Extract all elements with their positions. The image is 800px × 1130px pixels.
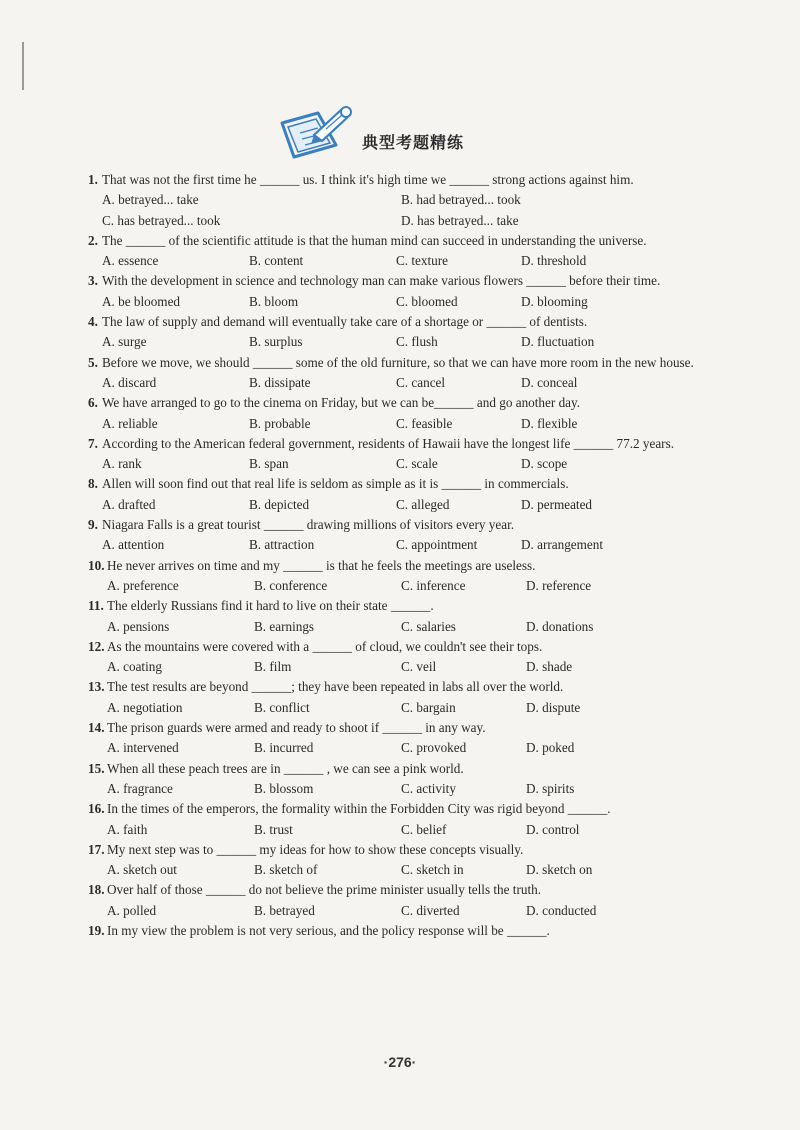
answer-option: C. veil xyxy=(401,659,437,675)
question-text: Before we move, we should ______ some of the old furniture, so that we can have more room in the new house. xyxy=(102,354,694,370)
question-text: Niagara Falls is a great tourist ______ drawing millions of visitors every year. xyxy=(102,517,515,533)
answer-option: D. sketch on xyxy=(526,862,593,878)
question-number: 11. xyxy=(88,598,104,614)
answer-option: D. arrangement xyxy=(521,537,604,553)
answer-option: C. inference xyxy=(401,577,466,593)
answer-option: D. conducted xyxy=(526,902,597,918)
question-number: 7. xyxy=(88,435,98,451)
question-text: My next step was to ______ my ideas for how to show these concepts visually. xyxy=(107,841,524,857)
question-number: 9. xyxy=(88,517,98,533)
answer-options xyxy=(88,373,720,393)
answer-option: A. polled xyxy=(107,902,157,918)
answer-option: A. drafted xyxy=(102,496,156,512)
answer-option: B. earnings xyxy=(254,618,315,634)
question-text: The test results are beyond ______; they have been repeated in labs all over the world. xyxy=(107,679,564,695)
answer-option: D. spirits xyxy=(526,780,575,796)
answer-options xyxy=(88,657,720,677)
question-stem xyxy=(88,637,720,657)
answer-option: A. rank xyxy=(102,456,142,472)
question-number: 10. xyxy=(88,557,105,573)
question-stem xyxy=(88,515,720,535)
question-stem xyxy=(88,799,720,819)
question-number: 18. xyxy=(88,882,105,898)
question-stem xyxy=(88,677,720,697)
answer-option: C. provoked xyxy=(401,740,467,756)
question-item xyxy=(88,393,720,434)
answer-option: B. attraction xyxy=(249,537,315,553)
question-text: The prison guards were armed and ready to shoot if ______ in any way. xyxy=(107,720,486,736)
answer-option: C. bloomed xyxy=(396,293,458,309)
answer-option: A. pensions xyxy=(107,618,170,634)
question-stem xyxy=(88,596,720,616)
question-item xyxy=(88,637,720,678)
question-stem xyxy=(88,921,720,941)
question-item xyxy=(88,718,720,759)
question-stem xyxy=(88,312,720,332)
answer-options xyxy=(88,738,720,758)
answer-option: B. blossom xyxy=(254,780,314,796)
question-list xyxy=(88,170,720,941)
question-number: 12. xyxy=(88,638,105,654)
answer-option: C. flush xyxy=(396,334,438,350)
answer-option: C. cancel xyxy=(396,374,446,390)
answer-option: D. flexible xyxy=(521,415,578,431)
question-text: When all these peach trees are in ______ , we can see a pink world. xyxy=(107,760,464,776)
answer-options xyxy=(88,251,720,271)
answer-option: C. texture xyxy=(396,253,449,269)
question-item xyxy=(88,231,720,272)
question-item xyxy=(88,596,720,637)
question-item xyxy=(88,434,720,475)
answer-option: B. surplus xyxy=(249,334,303,350)
section-title: 典型考题精练 xyxy=(362,133,465,152)
question-item xyxy=(88,880,720,921)
answer-options xyxy=(88,779,720,799)
answer-option: C. alleged xyxy=(396,496,450,512)
question-number: 3. xyxy=(88,273,98,289)
answer-option: D. poked xyxy=(526,740,575,756)
question-number: 8. xyxy=(88,476,98,492)
answer-options xyxy=(88,332,720,352)
answer-option: B. probable xyxy=(249,415,311,431)
question-text: That was not the first time he ______ us. I think it's high time we ______ strong actions against him. xyxy=(102,172,634,187)
question-text: The law of supply and demand will eventually take care of a shortage or ______ of dentists. xyxy=(102,314,588,330)
answer-option: D. conceal xyxy=(521,374,578,390)
question-number: 4. xyxy=(88,314,98,330)
question-stem xyxy=(88,170,720,190)
answer-option: B. film xyxy=(254,659,292,675)
answer-option: B. content xyxy=(249,253,304,269)
answer-option: A. betrayed... take xyxy=(102,192,199,208)
question-number: 16. xyxy=(88,801,105,817)
answer-options xyxy=(88,617,720,637)
question-text: In the times of the emperors, the formality within the Forbidden City was rigid beyond ______. xyxy=(107,801,611,817)
answer-options xyxy=(88,190,720,231)
answer-option: C. bargain xyxy=(401,699,456,715)
question-item xyxy=(88,799,720,840)
answer-option: C. feasible xyxy=(396,415,453,431)
answer-option: A. coating xyxy=(107,659,162,675)
question-item xyxy=(88,921,720,941)
question-number: 1. xyxy=(88,172,98,187)
answer-option: C. salaries xyxy=(401,618,456,634)
answer-option: A. surge xyxy=(102,334,147,350)
answer-option: A. faith xyxy=(107,821,148,837)
answer-option: C. appointment xyxy=(396,537,478,553)
answer-option: A. negotiation xyxy=(107,699,183,715)
answer-option: D. permeated xyxy=(521,496,593,512)
answer-options xyxy=(88,698,720,718)
answer-options xyxy=(88,414,720,434)
answer-option: D. blooming xyxy=(521,293,588,309)
question-stem xyxy=(88,474,720,494)
question-number: 19. xyxy=(88,922,105,938)
answer-option: C. diverted xyxy=(401,902,460,918)
answer-option: B. sketch of xyxy=(254,862,318,878)
question-stem xyxy=(88,353,720,373)
answer-option: C. scale xyxy=(396,456,438,472)
question-text: With the development in science and technology man can make various flowers ______ before their time. xyxy=(102,273,661,289)
question-number: 15. xyxy=(88,760,105,776)
question-text: Allen will soon find out that real life is seldom as simple as it is ______ in commercials. xyxy=(102,476,569,492)
question-item xyxy=(88,474,720,515)
answer-option: D. control xyxy=(526,821,580,837)
answer-option: B. had betrayed... took xyxy=(401,192,521,208)
answer-option: B. depicted xyxy=(249,496,310,512)
question-item xyxy=(88,312,720,353)
answer-option: B. dissipate xyxy=(249,374,311,390)
answer-option: C. activity xyxy=(401,780,456,796)
answer-option: B. trust xyxy=(254,821,293,837)
answer-option: A. essence xyxy=(102,253,159,269)
answer-options xyxy=(88,454,720,474)
page-number: ·276· xyxy=(383,1054,417,1070)
question-stem xyxy=(88,393,720,413)
answer-option: A. attention xyxy=(102,537,165,553)
question-text: Over half of those ______ do not believe the prime minister usually tells the truth. xyxy=(107,882,541,898)
question-item xyxy=(88,271,720,312)
answer-option: B. betrayed xyxy=(254,902,315,918)
answer-option: D. reference xyxy=(526,577,592,593)
answer-option: D. threshold xyxy=(521,253,587,269)
question-stem xyxy=(88,718,720,738)
answer-option: B. span xyxy=(249,456,289,472)
question-number: 14. xyxy=(88,720,105,736)
answer-option: D. dispute xyxy=(526,699,581,715)
answer-option: D. scope xyxy=(521,456,568,472)
answer-option: A. discard xyxy=(102,374,157,390)
answer-option: B. bloom xyxy=(249,293,299,309)
answer-option: A. intervened xyxy=(107,740,179,756)
question-item xyxy=(88,677,720,718)
question-item xyxy=(88,170,720,231)
answer-option: A. preference xyxy=(107,577,179,593)
answer-option: C. has betrayed... took xyxy=(102,212,221,228)
answer-options xyxy=(88,576,720,596)
answer-options xyxy=(88,860,720,880)
answer-option: D. fluctuation xyxy=(521,334,595,350)
answer-option: B. conference xyxy=(254,577,328,593)
question-text: He never arrives on time and my ______ is that he feels the meetings are useless. xyxy=(107,557,536,573)
question-text: The ______ of the scientific attitude is that the human mind can succeed in understanding the universe. xyxy=(102,232,647,248)
answer-option: A. reliable xyxy=(102,415,158,431)
question-stem xyxy=(88,231,720,251)
question-text: We have arranged to go to the cinema on Friday, but we can be______ and go another day. xyxy=(102,395,581,411)
question-stem xyxy=(88,271,720,291)
answer-option: D. shade xyxy=(526,659,573,675)
question-item xyxy=(88,556,720,597)
section-header xyxy=(278,101,538,161)
answer-option: B. incurred xyxy=(254,740,314,756)
answer-option: C. belief xyxy=(401,821,447,837)
question-stem xyxy=(88,840,720,860)
question-text: According to the American federal government, residents of Hawaii have the longest life ______ 77.2 years. xyxy=(102,435,675,451)
question-number: 17. xyxy=(88,841,105,857)
question-text: In my view the problem is not very serious, and the policy response will be ______. xyxy=(107,922,550,938)
question-number: 2. xyxy=(88,232,98,248)
question-item xyxy=(88,353,720,394)
question-stem xyxy=(88,759,720,779)
answer-options xyxy=(88,495,720,515)
question-number: 6. xyxy=(88,395,98,411)
answer-option: D. donations xyxy=(526,618,594,634)
question-text: The elderly Russians find it hard to live on their state ______. xyxy=(107,598,434,614)
answer-options xyxy=(88,820,720,840)
margin-rule xyxy=(22,42,24,90)
answer-options xyxy=(88,292,720,312)
answer-option: B. conflict xyxy=(254,699,310,715)
answer-option: A. sketch out xyxy=(107,862,177,878)
question-stem xyxy=(88,434,720,454)
question-item xyxy=(88,515,720,556)
answer-option: A. be bloomed xyxy=(102,293,181,309)
question-stem xyxy=(88,880,720,900)
answer-options xyxy=(88,901,720,921)
question-number: 5. xyxy=(88,354,98,370)
answer-options xyxy=(88,535,720,555)
question-stem xyxy=(88,556,720,576)
answer-option: D. has betrayed... take xyxy=(401,212,519,228)
question-item xyxy=(88,840,720,881)
answer-option: C. sketch in xyxy=(401,862,464,878)
question-number: 13. xyxy=(88,679,105,695)
pencil-notepad-icon xyxy=(278,101,358,161)
question-item xyxy=(88,759,720,800)
answer-option: A. fragrance xyxy=(107,780,173,796)
question-text: As the mountains were covered with a ______ of cloud, we couldn't see their tops. xyxy=(107,638,543,654)
